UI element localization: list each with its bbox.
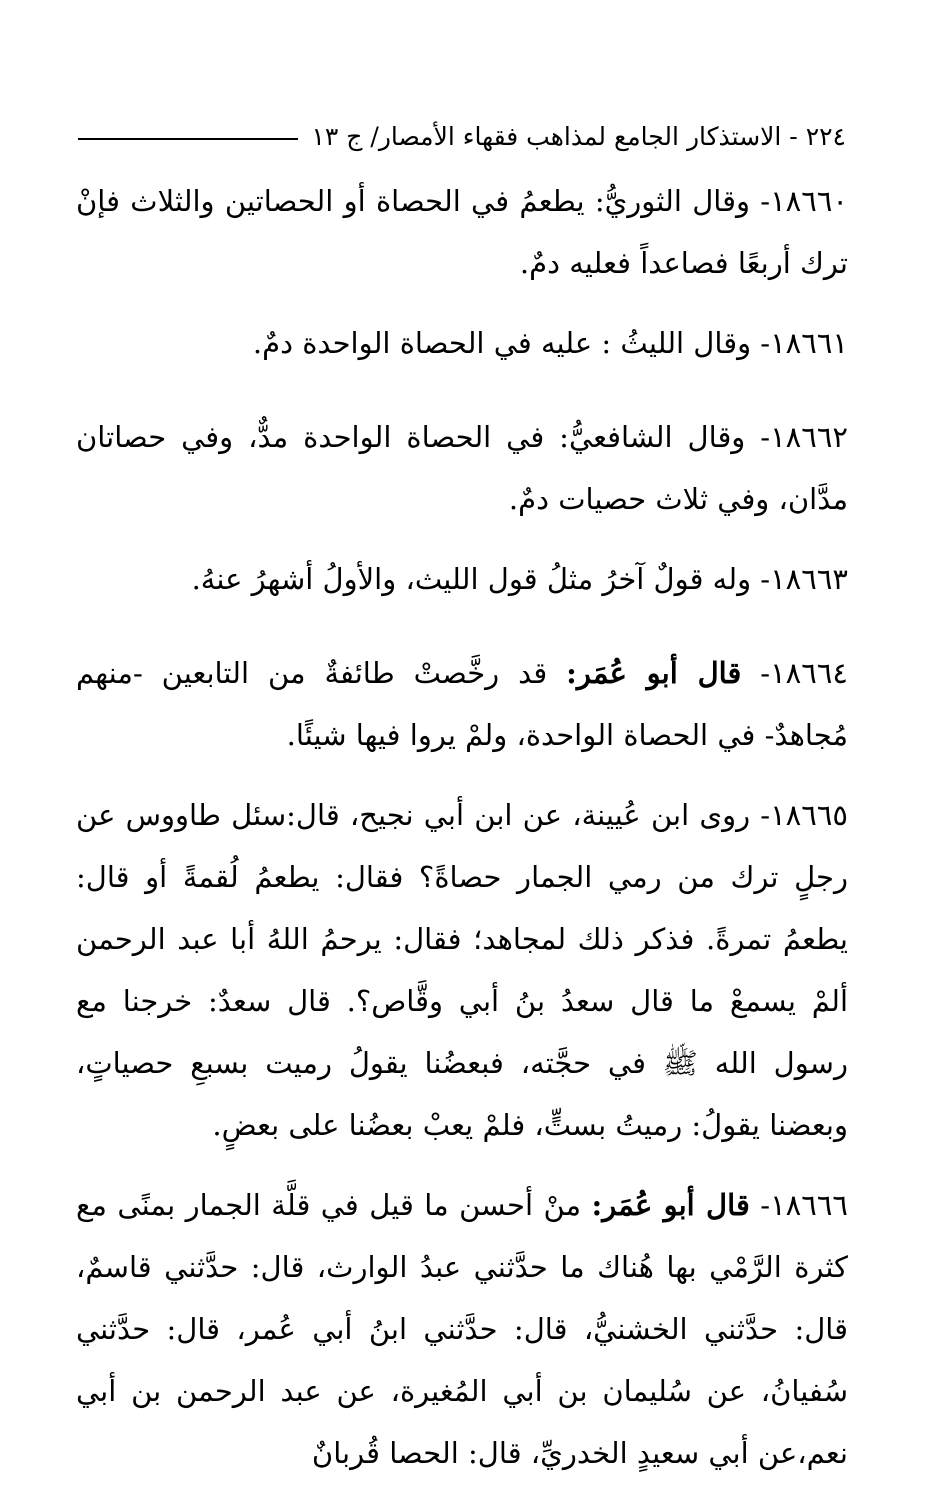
paragraph-text: وقال الليثُ : عليه في الحصاة الواحدة دمٌ. bbox=[252, 326, 761, 360]
paragraph-text: روى ابن عُيينة، عن ابن أبي نجيح، قال:سئل طاووس عن رجلٍ ترك من رمي الجمار حصاةً؟ فقال: يطعمُ لُقمةً أو قال: يطعمُ تمرةً. فذكر ذلك لمجاهد؛ فقال: يرحمُ اللهُ أبا عبد الرحمن ألمْ يسمعْ ما قال سعدُ بنُ أبي وقَّاص؟. قال سعدٌ: خرجنا مع رسول الله ﷺ في حجَّته، فبعضُنا يقولُ رميت بسبعِ حصياتٍ، وبعضنا يقولُ: رميتُ بستٍّ، فلمْ يعبْ بعضُنا على بعضٍ. bbox=[76, 798, 848, 1142]
speaker-label: قال أبو عُمَر: bbox=[566, 656, 742, 690]
paragraph-18666 bbox=[76, 1174, 848, 1484]
header-rule bbox=[78, 138, 298, 140]
paragraph-18665 bbox=[76, 784, 848, 1156]
paragraph-number: ١٨٦٦٤- bbox=[760, 656, 848, 690]
paragraph-18660 bbox=[76, 170, 848, 294]
paragraph-18664 bbox=[76, 642, 848, 766]
paragraph-number: ١٨٦٦٣- bbox=[760, 562, 848, 596]
paragraph-number: ١٨٦٦٢- bbox=[760, 420, 848, 454]
paragraph-text: وقال الشافعيُّ: في الحصاة الواحدة مدٌّ، وفي حصاتان مدَّان، وفي ثلاث حصيات دمٌ. bbox=[76, 420, 848, 516]
paragraph-text: منْ أحسن ما قيل في قلَّة الجمار بمنًى مع كثرة الرَّمْي بها هُناك ما حدَّثني عبدُ الوارث، قال: حدَّثني قاسمٌ، قال: حدَّثني الخشنيُّ، قال: حدَّثني ابنُ أبي عُمر، قال: حدَّثني سُفيانُ، عن سُليمان بن أبي المُغيرة، عن عبد الرحمن بن أبي نعم،عن أبي سعيدٍ الخدريِّ، قال: الحصا قُربانٌ bbox=[76, 1188, 848, 1470]
header-text: ٢٢٤ - الاستذكار الجامع لمذاهب فقهاء الأمصار/ ج ١٣ bbox=[311, 121, 846, 151]
page-body bbox=[76, 170, 848, 1502]
paragraph-18663 bbox=[76, 548, 848, 610]
paragraph-18662 bbox=[76, 406, 848, 530]
running-header bbox=[78, 116, 846, 156]
paragraph-number: ١٨٦٦١- bbox=[760, 326, 848, 360]
speaker-label: قال أبو عُمَر: bbox=[591, 1188, 750, 1222]
paragraph-18661 bbox=[76, 312, 848, 374]
paragraph-text: وله قولٌ آخرُ مثلُ قول الليث، والأولُ أشهرُ عنهُ. bbox=[191, 562, 761, 596]
paragraph-number: ١٨٦٦٠- bbox=[760, 184, 848, 218]
paragraph-text: قد رخَّصتْ طائفةٌ من التابعين -منهم مُجاهدٌ- في الحصاة الواحدة، ولمْ يروا فيها شيئًا. bbox=[76, 656, 848, 752]
paragraph-number: ١٨٦٦٦- bbox=[760, 1188, 848, 1222]
paragraph-text: وقال الثوريُّ: يطعمُ في الحصاة أو الحصاتين والثلاث فإنْ ترك أربعًا فصاعداً فعليه دمٌ. bbox=[76, 184, 848, 280]
paragraph-number: ١٨٦٦٥- bbox=[760, 798, 848, 832]
